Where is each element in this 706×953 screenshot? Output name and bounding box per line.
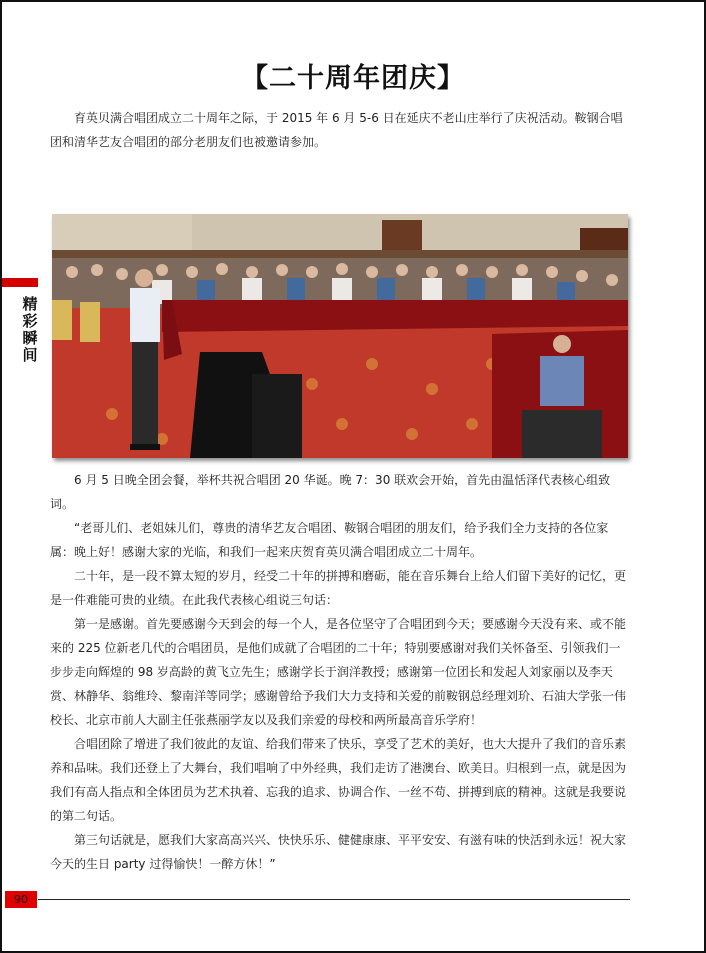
page-number: 90 xyxy=(5,891,37,908)
article-paragraph: 第一是感谢。首先要感谢今天到会的每一个人，是各位坚守了合唱团到今天；要感谢今天没有来、或不能来的 225 位新老几代的合唱团员，是他们成就了合唱团的二十年；特别要感谢对我们关怀备至、引领我们一步步走向辉煌的 98 岁高龄的黄飞立先生；感谢学长于润洋教授；感谢第一位团长和发起人刘家丽以及李天赏、林静华、翁维玲、黎南洋等同学；感谢曾给予我们大力支持和关爱的前鞍钢总经理刘玠、石油大学张一伟校长、北京市前人大副主任张燕丽学友以及我们亲爱的母校和两所最高音乐学府！ xyxy=(50,617,627,727)
article-paragraph: 合唱团除了增进了我们彼此的友谊、给我们带来了快乐，享受了艺术的美好，也大大提升了我们的音乐素养和品味。我们还登上了大舞台，我们唱响了中外经典，我们走访了港澳台、欧美日。归根到一点，就是因为我们有高人指点和全体团员为艺术执着、忘我的追求、协调合作、一丝不苟、拼搏到底的精神。这就是我要说的第二句话。 xyxy=(50,737,627,823)
section-caption-char: 彩 xyxy=(22,312,38,330)
event-photo xyxy=(52,214,628,458)
article-paragraph: “老哥儿们、老姐妹儿们，尊贵的清华艺友合唱团、鞍钢合唱团的朋友们，给予我们全力支持的各位家属：晚上好！感谢大家的光临，和我们一起来庆贺育英贝满合唱团成立二十周年。 xyxy=(50,521,609,559)
article-paragraph: 第三句话就是，愿我们大家高高兴兴、快快乐乐、健健康康、平平安安、有滋有味的快活到永远！祝大家今天的生日 party 过得愉快！一醉方休！” xyxy=(50,833,627,871)
article-paragraph: 二十年，是一段不算太短的岁月，经受二十年的拼搏和磨砺，能在音乐舞台上给人们留下美好的记忆，更是一件难能可贵的业绩。在此我代表核心组说三句话： xyxy=(50,569,627,607)
section-caption xyxy=(20,296,40,364)
intro-paragraph: 育英贝满合唱团成立二十周年之际，于 2015 年 6 月 5-6 日在延庆不老山庄举行了庆祝活动。鞍钢合唱团和清华艺友合唱团的部分老朋友们也被邀请参加。 xyxy=(50,111,623,149)
page-title: 【二十周年团庆】 xyxy=(241,63,465,94)
footer-rule xyxy=(38,899,630,900)
section-caption-char: 瞬 xyxy=(22,329,38,347)
section-caption-char: 间 xyxy=(22,346,38,364)
article-body xyxy=(50,468,632,876)
event-photo-illustration xyxy=(52,214,628,458)
section-marker xyxy=(2,278,38,287)
article-paragraph: 6 月 5 日晚全团会餐，举杯共祝合唱团 20 华诞。晚 7：30 联欢会开始，首先由温恬泽代表核心组致词。 xyxy=(50,473,611,511)
section-caption-char: 精 xyxy=(22,295,38,313)
